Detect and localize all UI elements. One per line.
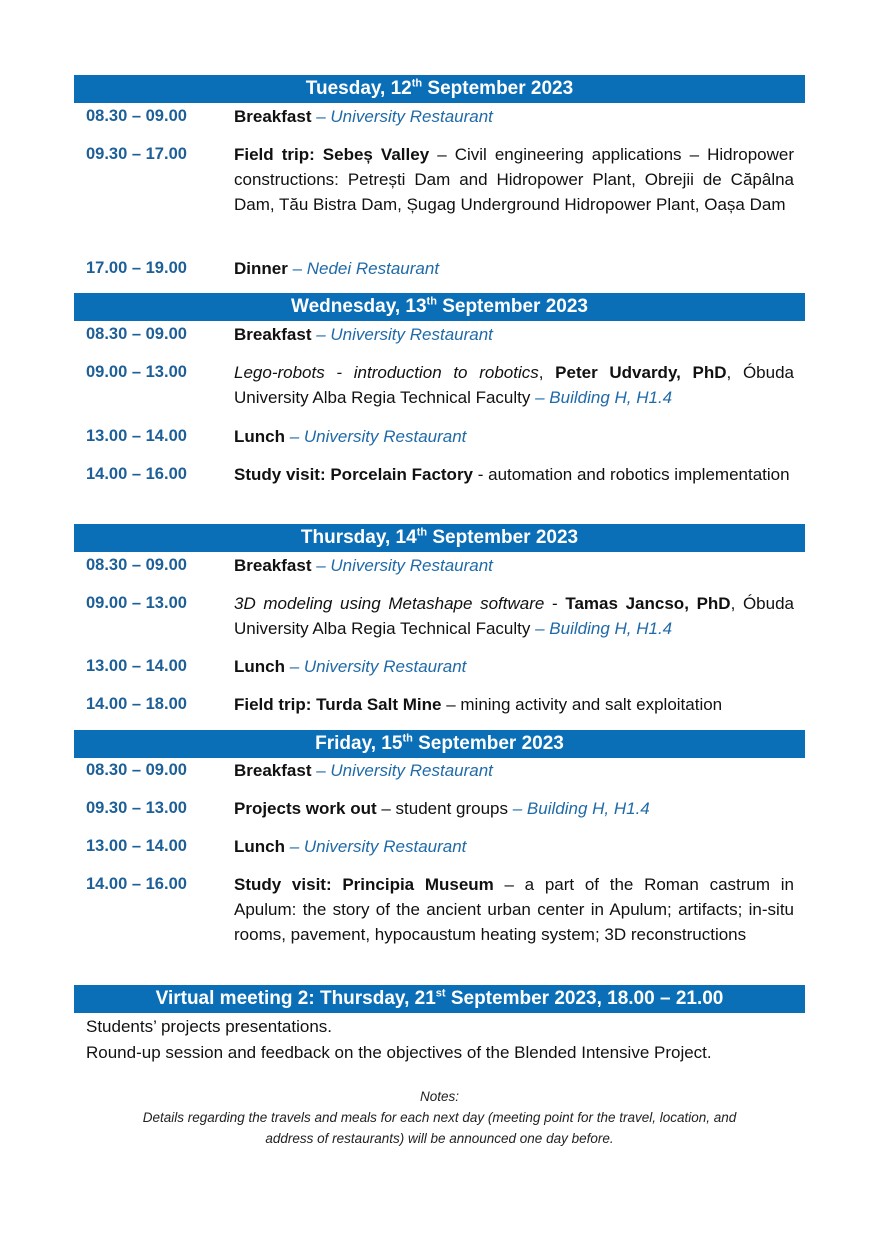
header-text: September 2023 [422, 78, 574, 99]
activity [234, 104, 794, 129]
header-text: Tuesday, 12 [305, 78, 412, 99]
activity-title: Lunch [234, 657, 285, 676]
time-slot: 09.00 – 13.00 [86, 594, 187, 612]
activity-title: Dinner [234, 259, 288, 278]
location: – Building H, H1.4 [530, 619, 673, 638]
activity [234, 834, 794, 859]
activity [234, 692, 794, 717]
location: – Building H, H1.4 [508, 799, 650, 818]
activity-title: Study visit: Principia Museum [234, 875, 494, 894]
activity-text: – student groups [376, 799, 509, 818]
header-sup: th [411, 77, 423, 90]
affiliation: , Óbuda University Alba Regia Technical Faculty [234, 594, 794, 638]
day-header-wednesday [74, 293, 805, 321]
header-sup: st [435, 987, 446, 1000]
time-slot: 13.00 – 14.00 [86, 427, 187, 445]
location: – University Restaurant [285, 427, 467, 446]
time-slot: 08.30 – 09.00 [86, 556, 187, 574]
virtual-meeting-header [74, 985, 805, 1013]
header-sup: th [402, 732, 413, 745]
activity [234, 591, 794, 641]
time-slot: 14.00 – 16.00 [86, 465, 187, 483]
virtual-meeting-line: Students’ projects presentations. [86, 1017, 333, 1036]
time-slot: 17.00 – 19.00 [86, 259, 187, 277]
activity-title: Projects work out [234, 799, 377, 818]
notes-line: address of restaurants) will be announced one day before. [265, 1131, 614, 1146]
location: – University Restaurant [285, 837, 467, 856]
time-slot: 13.00 – 14.00 [86, 657, 187, 675]
activity [234, 322, 794, 347]
day-header-tuesday [74, 75, 805, 103]
notes-line: Details regarding the travels and meals for each next day (meeting point for the travel, location, and [142, 1110, 737, 1125]
time-slot: 09.30 – 17.00 [86, 145, 187, 163]
activity [234, 256, 794, 281]
activity-title: Breakfast [234, 107, 312, 126]
activity [234, 872, 794, 947]
time-slot: 14.00 – 16.00 [86, 875, 187, 893]
notes-title: Notes: [419, 1089, 460, 1104]
header-text: Thursday, 14 [300, 527, 417, 548]
activity [234, 360, 794, 410]
activity-text: – mining activity and salt exploitation [441, 695, 723, 714]
activity [234, 758, 794, 783]
header-sup: th [416, 526, 428, 539]
activity-text: – Civil engineering applications – Hidropower constructions: Petrești Dam and Hidropower Plant, Obrejii de Căpâlna Dam, Tău Bistra Dam, Șugag Underground Hidropower Plant, Oașa Dam [234, 145, 794, 214]
activity [234, 462, 794, 487]
header-sup: th [426, 295, 437, 308]
activity-title: Field trip: Sebeș Valley [234, 145, 430, 164]
activity-title: Field trip: Turda Salt Mine [234, 695, 442, 714]
activity [234, 796, 794, 821]
header-text: September 2023 [436, 296, 588, 317]
day-header-friday [74, 730, 805, 758]
location: – University Restaurant [311, 761, 493, 780]
time-slot: 13.00 – 14.00 [86, 837, 187, 855]
header-text: September 2023 [412, 733, 564, 754]
activity-text: - automation and robotics implementation [473, 465, 790, 484]
activity-title: Lunch [234, 837, 285, 856]
header-text: Virtual meeting 2: Thursday, 21 [155, 988, 436, 1009]
virtual-meeting-line: Round-up session and feedback on the objectives of the Blended Intensive Project. [86, 1043, 712, 1062]
activity-title: Breakfast [234, 761, 312, 780]
separator: , [538, 363, 556, 382]
activity-title: Lunch [234, 427, 285, 446]
activity-topic: 3D modeling using Metashape software [234, 594, 545, 613]
time-slot: 14.00 – 18.00 [86, 695, 187, 713]
day-header-thursday [74, 524, 805, 552]
location: – Building H, H1.4 [530, 388, 673, 407]
speaker: Peter Udvardy, PhD [555, 363, 727, 382]
location: – University Restaurant [311, 325, 493, 344]
activity-title: Study visit: Porcelain Factory [234, 465, 474, 484]
activity-title: Breakfast [234, 556, 312, 575]
speaker: Tamas Jancso, PhD [565, 594, 731, 613]
activity-title: Breakfast [234, 325, 312, 344]
time-slot: 08.30 – 09.00 [86, 761, 187, 779]
header-text: September 2023, 18.00 – 21.00 [445, 988, 724, 1009]
time-slot: 09.00 – 13.00 [86, 363, 187, 381]
location: – University Restaurant [311, 556, 493, 575]
activity-topic: Lego-robots - introduction to robotics [234, 363, 539, 382]
separator: - [544, 594, 566, 613]
activity [234, 654, 794, 679]
time-slot: 08.30 – 09.00 [86, 325, 187, 343]
location: – University Restaurant [311, 107, 493, 126]
location: – Nedei Restaurant [287, 259, 440, 278]
activity-text: – a part of the Roman castrum in Apulum: the story of the ancient urban center in Apulum; artifacts; in-situ rooms, pavement, hypocaustum heating system; 3D reconstructions [234, 875, 794, 944]
time-slot: 08.30 – 09.00 [86, 107, 187, 125]
time-slot: 09.30 – 13.00 [86, 799, 187, 817]
location: – University Restaurant [285, 657, 467, 676]
header-text: September 2023 [427, 527, 579, 548]
activity [234, 424, 794, 449]
activity [234, 553, 794, 578]
header-text: Friday, 15 [315, 733, 403, 754]
affiliation: , Óbuda University Alba Regia Technical Faculty [234, 363, 794, 407]
activity [234, 142, 794, 217]
header-text: Wednesday, 13 [291, 296, 427, 317]
